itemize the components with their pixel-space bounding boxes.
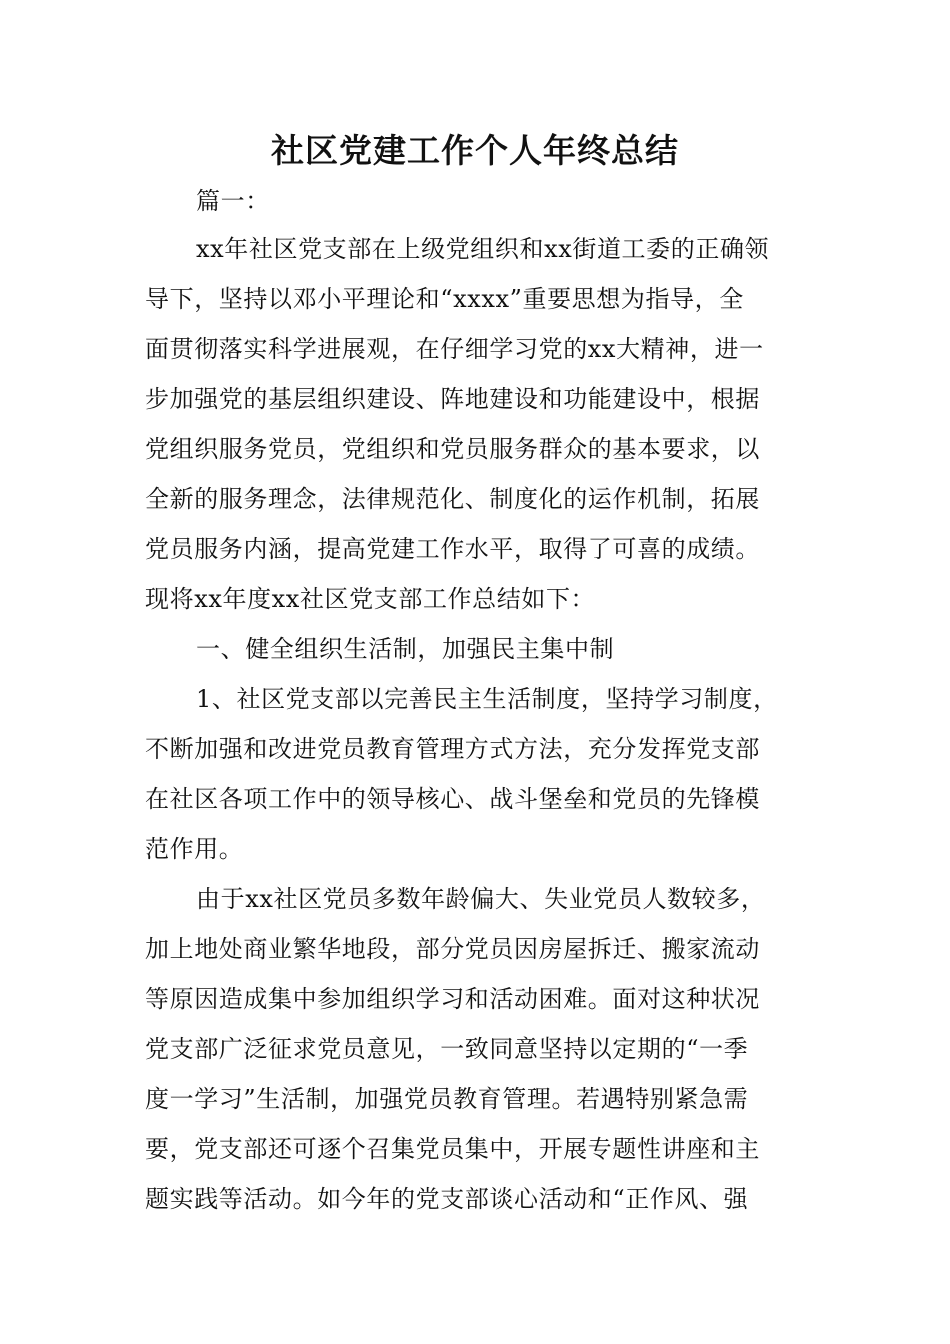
paragraph-line: 度一学习”生活制，加强党员教育管理。若遇特别紧急需 bbox=[145, 1085, 749, 1113]
paragraph-line: 题实践等活动。如今年的党支部谈心活动和“正作风、强 bbox=[145, 1185, 749, 1213]
paragraph-line: 加上地处商业繁华地段，部分党员因房屋拆迁、搬家流动 bbox=[145, 935, 760, 963]
section-heading-part-one: 篇一： bbox=[196, 187, 270, 215]
paragraph-line: 全新的服务理念，法律规范化、制度化的运作机制，拓展 bbox=[145, 485, 760, 513]
document-title: 社区党建工作个人年终总结 bbox=[271, 131, 679, 170]
paragraph-line: 党组织服务党员，党组织和党员服务群众的基本要求，以 bbox=[145, 435, 760, 463]
paragraph-line: 不断加强和改进党员教育管理方式方法，充分发挥党支部 bbox=[145, 735, 760, 763]
paragraph-line: xx年社区党支部在上级党组织和xx街道工委的正确领 bbox=[196, 235, 770, 263]
paragraph-line: 在社区各项工作中的领导核心、战斗堡垒和党员的先锋模 bbox=[145, 785, 760, 813]
paragraph-line: 党员服务内涵，提高党建工作水平，取得了可喜的成绩。 bbox=[145, 535, 760, 563]
paragraph-line: 1、社区党支部以完善民主生活制度，坚持学习制度， bbox=[196, 685, 778, 713]
paragraph-line: 由于xx社区党员多数年龄偏大、失业党员人数较多， bbox=[196, 885, 766, 913]
paragraph-line: 等原因造成集中参加组织学习和活动困难。面对这种状况 bbox=[145, 985, 760, 1013]
section-heading: 一、健全组织生活制，加强民主集中制 bbox=[196, 635, 615, 663]
paragraph-line: 导下，坚持以邓小平理论和“xxxx”重要思想为指导，全 bbox=[145, 285, 744, 313]
paragraph-line: 范作用。 bbox=[145, 835, 244, 863]
paragraph-line: 党支部广泛征求党员意见，一致同意坚持以定期的“一季 bbox=[145, 1035, 749, 1063]
paragraph-line: 步加强党的基层组织建设、阵地建设和功能建设中，根据 bbox=[145, 385, 760, 413]
paragraph-line: 要，党支部还可逐个召集党员集中，开展专题性讲座和主 bbox=[145, 1135, 760, 1163]
paragraph-line: 现将xx年度xx社区党支部工作总结如下： bbox=[145, 585, 596, 613]
paragraph-line: 面贯彻落实科学进展观，在仔细学习党的xx大精神，进一 bbox=[145, 335, 764, 363]
